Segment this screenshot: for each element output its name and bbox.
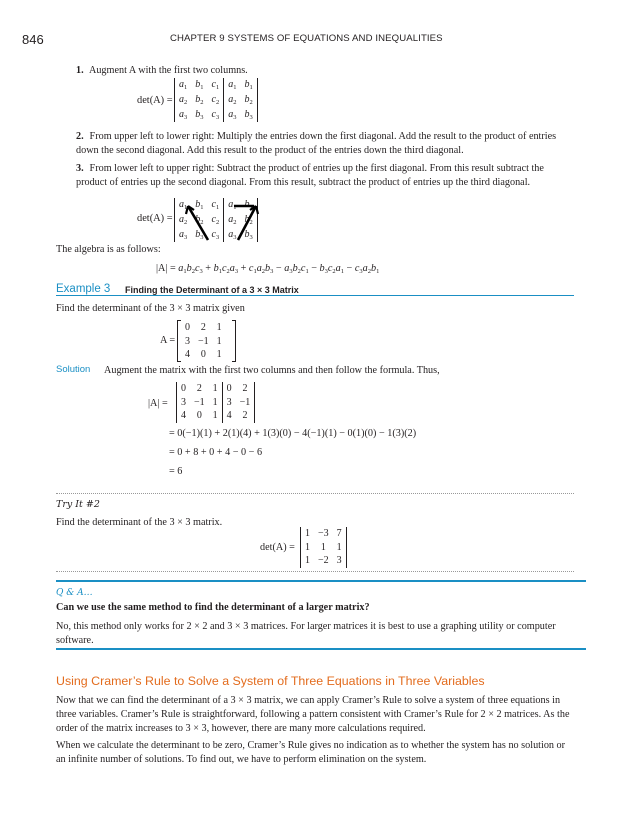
matrix-cell: $a_2$ [228,213,237,226]
matrix-row [177,382,255,396]
matrix-row [175,78,258,93]
example-prompt: Find the determinant of the 3 × 3 matrix given [56,303,245,314]
step-text: From upper left to lower right: Multiply the entries down the first diagonal. Add the result to the product of entries down the second diagonal. Add this result to the product of the entries down the third diagonal. [76,131,557,156]
matrix-cell: $a_3$ [228,228,237,241]
qa-answer: No, this method only works for 2 × 2 and 3 × 3 matrices. For larger matrices it is best to use a graphing utility or computer software. [56,621,556,646]
chapter-label: CHAPTER 9 [170,33,225,44]
try-it-rule [56,493,574,494]
matrix-cell: 1 [209,382,223,396]
matrix-cell: 2 [236,382,255,396]
right-bracket [232,320,236,362]
matrix-cell: $a_2$ [175,213,192,228]
augmented-matrix-a [176,382,255,423]
try-it-prompt: Find the determinant of the 3 × 3 matrix. [56,517,223,528]
section-paragraph-2: When we calculate the determinant to be zero, Cramer’s Rule gives no indication as to whether the system has no solution or an infinite number of solutions. To find out, we have to perform elimination on the system. [56,740,566,765]
matrix-cell: $a_2$ [175,93,192,108]
matrix-cell: 1 [320,541,326,553]
matrix-row [177,396,255,410]
matrix-cell: $c_3$ [208,108,224,123]
try-it-matrix [300,527,347,568]
matrix-cell: 2 [196,383,202,394]
matrix-cell: $b_1$ [195,79,204,91]
matrix-cell: 7 [333,527,347,541]
matrix-cell: 0 [226,383,232,394]
matrix-cell: $c_1$ [208,198,224,213]
matrix-cell: −2 [318,555,329,566]
diagonal-arrows-diagram [174,196,274,244]
det-label-2: det(A) = [137,213,173,224]
matrix-cell: $a_3$ [175,108,192,123]
matrix-cell: 4 [185,349,190,360]
matrix-cell: 1 [216,322,222,333]
matrix-row [177,409,255,423]
matrix-row [301,541,347,555]
matrix-cell: $b_3$ [240,108,257,123]
matrix-cell: $b_1$ [195,199,204,211]
section-paragraph-1: Now that we can find the determinant of a 3 × 3 matrix, we can apply Cramer’s Rule to solve a system of three equations in three variables. Cramer’s Rule is straightforward, following a pattern consistent with Cramer’s Rule for 2 × 2 matrices. As the order of the matrix increases to 3 × 3, however, there are many more calculations required. [56,695,570,734]
matrix-cell: 0 [177,382,191,396]
matrix-row [175,93,258,108]
up-diagonal-arrow-1 [188,206,208,240]
section-heading: Using Cramer’s Rule to Solve a System of Three Equations in Three Variables [56,674,485,688]
matrix-row [181,335,226,349]
solution-step-3: = 6 [169,466,183,477]
algebra-intro: The algebra is as follows: [56,244,161,255]
matrix-cell: 4 [177,409,191,423]
matrix-cell: 1 [333,541,347,555]
qa-bottom-rule [56,648,586,650]
matrix-cell: $c_2$ [208,93,224,108]
qa-top-rule [56,580,586,582]
matrix-cell: 1 [216,349,222,360]
matrix-cell: 1 [216,335,222,347]
matrix-cell: −1 [198,335,209,347]
example-label: Example 3 [56,283,111,295]
matrix-cell: 1 [209,396,223,410]
matrix-cell: 0 [185,322,190,333]
try-it-bottom-rule [56,571,574,572]
try-it-label: Try It #2 [56,499,100,510]
matrix-cell: $a_3$ [228,108,237,121]
matrix-row [175,108,258,123]
example-title: Finding the Determinant of a 3 × 3 Matrix [125,285,299,295]
matrix-cell: −1 [194,396,205,408]
solution-step-1: = 0(−1)(1) + 2(1)(4) + 1(3)(0) − 4(−1)(1) − 0(1)(0) − 1(3)(2) [169,428,417,439]
matrix-cell: $b_3$ [195,108,204,121]
matrix-row [181,321,226,335]
chapter-title: SYSTEMS OF EQUATIONS AND INEQUALITIES [227,33,443,44]
step-number: 3. [76,163,84,174]
page-number: 846 [22,32,44,47]
step-number: 2. [76,131,84,142]
matrix-cell: $b_3$ [240,228,257,243]
matrix-cell: −1 [236,396,255,410]
matrix-cell: $c_3$ [208,228,224,243]
try-it-det-label: det(A) = [260,542,295,553]
solution-label: Solution [56,364,91,375]
step-text: Augment A with the first two columns. [88,65,248,76]
step-number: 1. [76,65,84,76]
chapter-header [170,33,443,46]
step-1 [76,64,566,78]
solution-text: Augment the matrix with the first two columns and then follow the formula. Thus, [104,365,440,376]
matrix-cell: $a_1$ [175,198,192,213]
matrix-a-label: A = [160,335,176,346]
matrix-cell: $a_1$ [175,78,192,93]
step-text: From lower left to upper right: Subtract the product of entries up the first diagonal. From this result subtract the product of entries up the second diagonal. From this result, subtract the product of entries up the third diagonal. [76,163,544,188]
matrix-cell: 1 [301,541,315,555]
algebra-formula: $|A| = a_1b_2c_3 + b_1c_2a_3 + c_1a_2b_3 - a_3b_2c_1 - b_3c_2a_1 - c_3a_2b_1$ [156,263,380,275]
matrix-cell: $a_1$ [228,199,237,211]
solution-step-2: = 0 + 8 + 0 + 4 − 0 − 6 [169,447,263,458]
matrix-cell: $b_1$ [240,198,257,213]
augmented-matrix-1 [174,78,258,122]
matrix-cell: 3 [333,554,347,568]
qa-question: Can we use the same method to find the determinant of a larger matrix? [56,602,370,613]
matrix-cell: 0 [200,349,206,360]
matrix-cell: 3 [185,335,190,347]
matrix-cell: 0 [196,410,202,421]
matrix-cell: 3 [177,396,191,410]
matrix-row [301,527,347,541]
matrix-cell: $b_2$ [195,213,204,226]
step-3 [76,162,572,190]
matrix-cell: $a_2$ [228,93,237,106]
matrix-cell: $c_2$ [208,213,224,228]
matrix-cell: $c_1$ [208,78,224,93]
det-label-1: det(A) = [137,95,173,106]
matrix-cell: 2 [236,409,255,423]
matrix-cell: 4 [226,410,232,421]
matrix-cell: $a_3$ [175,228,192,243]
matrix-cell: $b_2$ [240,213,257,228]
qa-label: Q & A… [56,588,93,598]
matrix-row [181,348,226,362]
matrix-cell: $b_2$ [240,93,257,108]
step-2 [76,130,572,158]
matrix-row [301,554,347,568]
aug-a-label: |A| = [148,398,168,409]
example-rule [56,295,574,296]
matrix-cell: −3 [318,528,329,539]
matrix-cell: 3 [226,396,232,408]
matrix-cell: $b_3$ [195,228,204,241]
matrix-cell: 1 [301,554,315,568]
matrix-cell: $b_1$ [240,78,257,93]
matrix-cell: $a_1$ [228,79,237,91]
matrix-cell: 1 [301,527,315,541]
matrix-cell: 1 [209,409,223,423]
matrix-cell: $b_2$ [195,93,204,106]
up-diagonal-arrow-2 [238,206,256,240]
matrix-cell: 2 [200,322,206,333]
matrix-a [181,321,226,362]
